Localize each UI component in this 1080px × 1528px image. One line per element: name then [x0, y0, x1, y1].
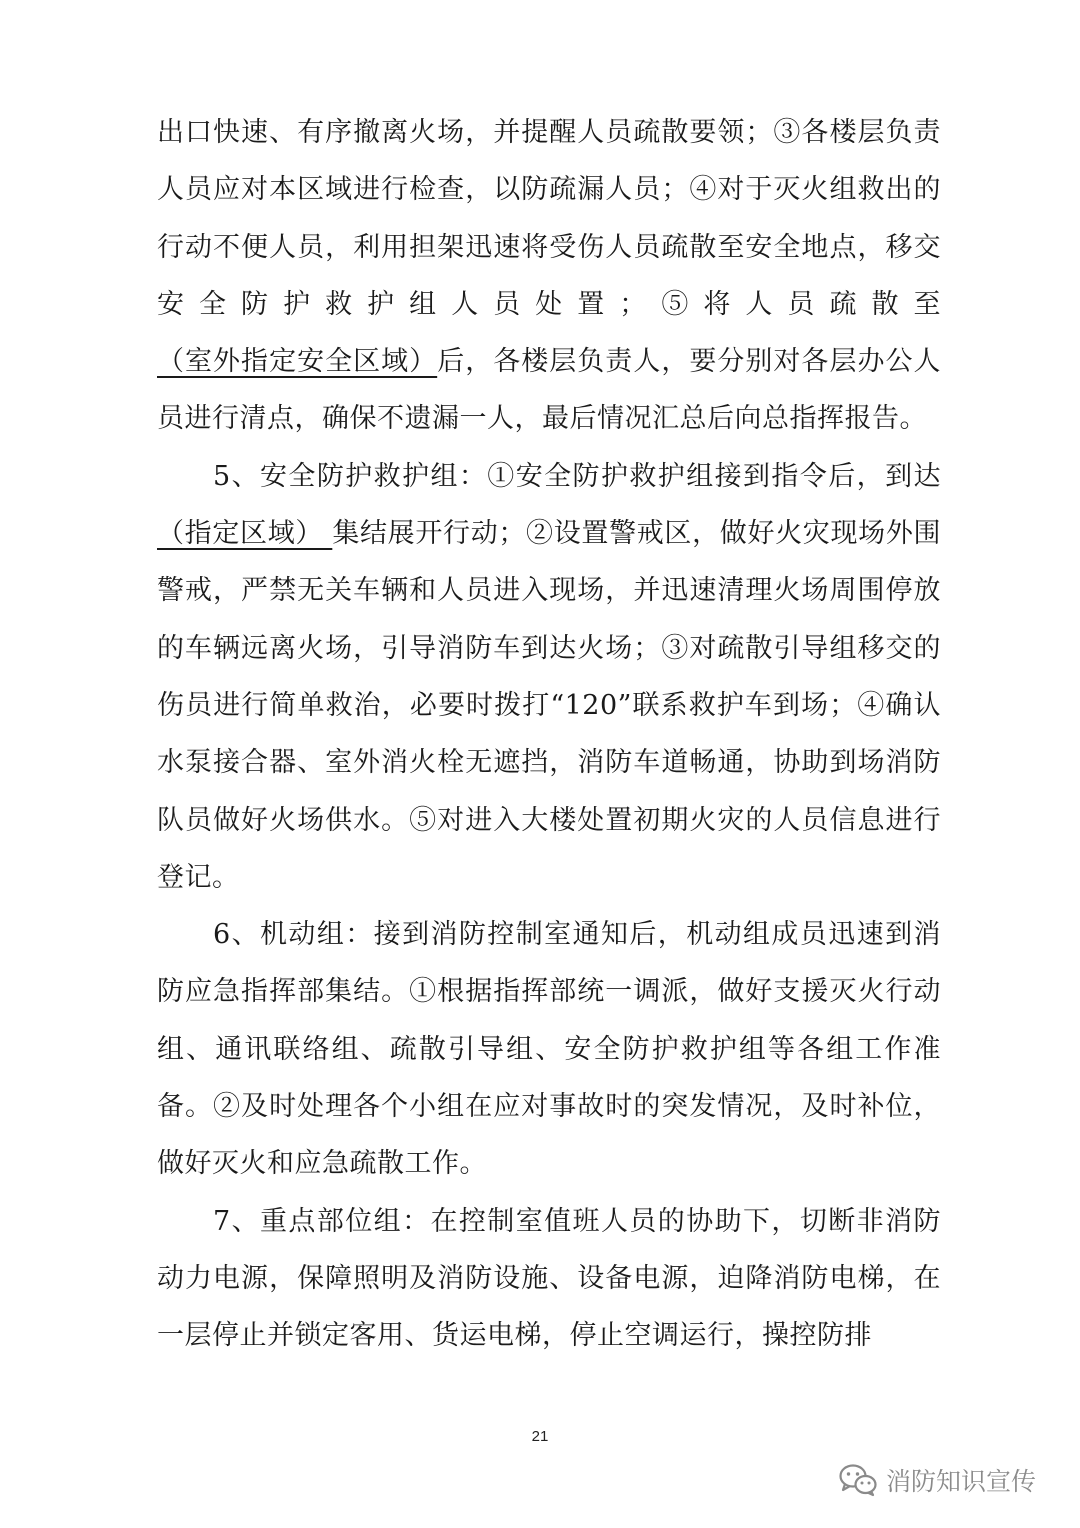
- document-body: [157, 104, 941, 1365]
- page-number: 21: [531, 1428, 549, 1445]
- wechat-icon: [838, 1463, 878, 1497]
- text-segment: 出口快速、有序撤离火场，并提醒人员疏散要领；③各楼层负责人员应对本区域进行检查，以防疏漏人员；④对于灭火组救出的行动不便人员，利用担架迅速将受伤人员疏散至安全地点，移交安全防护救护组人员处置；⑤将人员疏散至: [157, 117, 941, 320]
- text-segment: 5、安全防护救护组：①安全防护救护组接到指令后，到达: [213, 460, 941, 492]
- paragraph-key-area-group: 7、重点部位组：在控制室值班人员的协助下，切断非消防动力电源，保障照明及消防设施、设备电源，迫降消防电梯，在一层停止并锁定客用、货运电梯，停止空调运行，操控防排: [157, 1205, 941, 1352]
- text-segment: 集结展开行动；②设置警戒区，做好火灾现场外围警戒，严禁无关车辆和人员进入现场，并迅速清理火场周围停放的车辆远离火场，引导消防车到达火场；③对疏散引导组移交的伤员进行简单救治，必要时拨打“120”联系救护车到场；④确认水泵接合器、室外消火栓无遮挡，消防车道畅通，协助到场消防队员做好火场供水。⑤对进入大楼处置初期火灾的人员信息进行登记。: [157, 518, 941, 893]
- watermark: [838, 1462, 1036, 1498]
- watermark-text: 消防知识宣传: [886, 1467, 1037, 1496]
- paragraph-mobile-group: 6、机动组：接到消防控制室通知后，机动组成员迅速到消防应急指挥部集结。①根据指挥部统一调派，做好支援灭火行动组、通讯联络组、疏散引导组、安全防护救护组等各组工作准备。②及时处理各个小组在应对事故时的突发情况，及时补位，做好灭火和应急疏散工作。: [157, 919, 941, 1180]
- text-segment: 后，各楼层负责人，要分别对各层办公人员进行清点，确保不遗漏一人，最后情况汇总后向总指挥报告。: [157, 346, 942, 435]
- paragraph-safety-rescue-group: [157, 448, 941, 906]
- underlined-blank: （室外指定安全区域）: [157, 346, 438, 378]
- paragraph-evacuation: [157, 104, 941, 448]
- underlined-blank: （指定区域）: [157, 518, 333, 550]
